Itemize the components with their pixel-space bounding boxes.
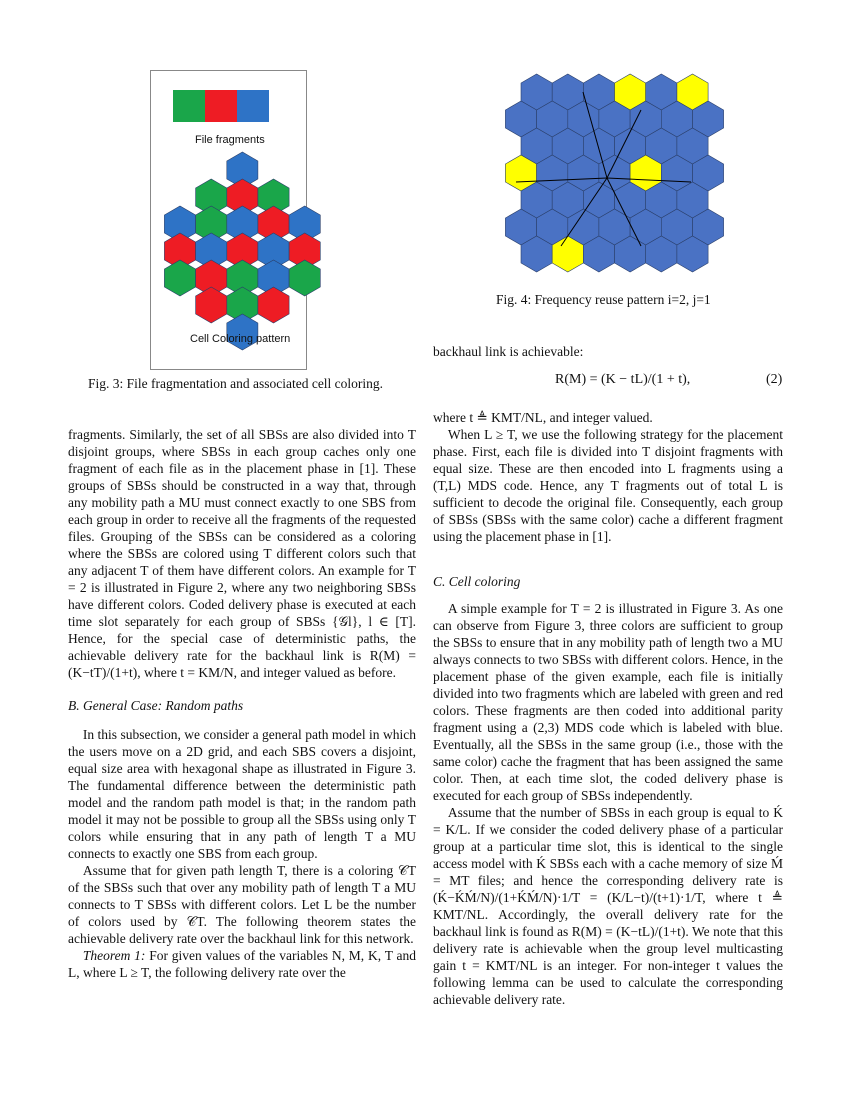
right-para-2: A simple example for T = 2 is illustrated in Figure 3. As one can observe from Figure 3, three colors are sufficient to group the SBSs to ensure that in any mobility path of length two a MU always connects to two SBSs with different colors. Hence, in the placement phase of the given example, each file is initially divided into two fragments which are labeled with green and red colors. These fragments are then coded into additional parity fragment using a (2,3) MDS code which is labeled with blue. Eventually, all the SBSs in the same group (i.e., those with the same color) cache the fragment that has been assigned the same color. Then, at each time slot, the coded delivery phase is executed for each group of SBSs independently. xyxy=(433,601,783,803)
fragment-red xyxy=(205,90,237,122)
heading-general-case: B. General Case: Random paths xyxy=(68,698,244,713)
cell-hex xyxy=(258,287,289,323)
where-line: where t ≜ KMT/NL, and integer valued. xyxy=(433,410,653,425)
right-intro: backhaul link is achievable: xyxy=(433,344,584,359)
fragments-label: File fragments xyxy=(195,134,265,146)
left-para-2: In this subsection, we consider a general path model in which the users move on a 2D grid, and each SBS covers a disjoint, equal size area with hexagonal shape as illustrated in Figure 3. The fundamental difference between the deterministic path model and the random path model is that; in the random path model it may not be possible to group all the SBSs using only T colors while ensuring that in any path of length T a MU connects to exactly one SBS from each group. xyxy=(68,727,416,861)
left-para-1: fragments. Similarly, the set of all SBSs are also divided into T disjoint groups, where SBSs in each group caches only one fragment of each file as in the placement phase in [1]. These groups of SBSs should be constructed in a way that, through any mobility path a MU must connect exactly to one SBS from each group in order to receive all the fragments of the requested files. Grouping of the SBSs can be considered as a coloring where the SBSs are colored using T different colors such that any adjacent T of them have different colors. An example for T = 2 is illustrated in Figure 2, where any two neighboring SBSs have different colors. Coded delivery phase is executed at each time slot separately for each group of SBSs {𝒢l}, l ∈ [T]. Hence, for the special case of deterministic paths, the achievable delivery rate for the backhaul link is R(M) = (K−tT)/(1+t), where t = KM/N, and integer valued as before. xyxy=(68,427,416,680)
left-para-3: Assume that for given path length T, there is a coloring 𝒞T of the SBSs such that over any mobility path of length T a MU connects to T SBSs with different colors. Let L be the number of colors used by 𝒞T. The following theorem states the achievable delivery rate over the backhaul link for this network. xyxy=(68,863,416,946)
theorem-label: Theorem 1: xyxy=(82,948,146,963)
theorem-1 xyxy=(68,947,416,981)
frequency-reuse-grid xyxy=(491,70,723,280)
cell-hex xyxy=(196,287,227,323)
fragment-green xyxy=(173,90,205,122)
cell-hex xyxy=(164,260,195,296)
theorem-text: For given values of the variables N, M, K, T and L, where L ≥ T, the following delivery rate over the xyxy=(68,948,417,980)
right-para-3: Assume that the number of SBSs in each group is equal to Ḱ = K/L. If we consider the coded delivery phase of a particular group at a particular time slot, this is identical to the single access model with Ḱ SBSs each with a cache memory of size Ḿ = MT files; and hence the corresponding delivery rate is (Ḱ−ḰḾ/N)/(1+ḰḾ/N)·1/T = (K/L−t)/(t+1)·1/T, where t ≜ KMT/NL. Accordingly, the overall delivery rate for the backhaul link is found as R(M) = (K−tL)/(1+t). We note that this delivery rate is achievable when the group level multicasting gain t = KMT/NL is an integer. For non-integer t values the following lemma can be used to calculate the corresponding achievable delivery rate. xyxy=(433,805,783,1007)
heading-cell-coloring: C. Cell coloring xyxy=(433,574,521,589)
equation-number: (2) xyxy=(766,372,783,387)
fragment-blue xyxy=(237,90,269,122)
cell-coloring-grid xyxy=(160,150,320,330)
coloring-label: Cell Coloring pattern xyxy=(190,333,291,345)
right-para-1: When L ≥ T, we use the following strategy for the placement phase. First, each file is divided into T disjoint fragments with equal size. These are then encoded into L fragments using a (T,L) MDS code. Hence, any T fragments out of total L is sufficient to decode the original file. Consequently, each group of SBSs (SBSs with the same color) cache a different fragment using the placement phase in [1]. xyxy=(433,427,783,544)
figure-3-caption: Fig. 3: File fragmentation and associated cell coloring. xyxy=(88,376,384,391)
cell-hex xyxy=(289,260,320,296)
right-column xyxy=(433,409,783,1008)
figure-4-caption: Fig. 4: Frequency reuse pattern i=2, j=1 xyxy=(496,292,711,307)
equation-2: R(M) = (K − tL)/(1 + t), xyxy=(555,372,691,387)
left-column xyxy=(68,426,416,981)
